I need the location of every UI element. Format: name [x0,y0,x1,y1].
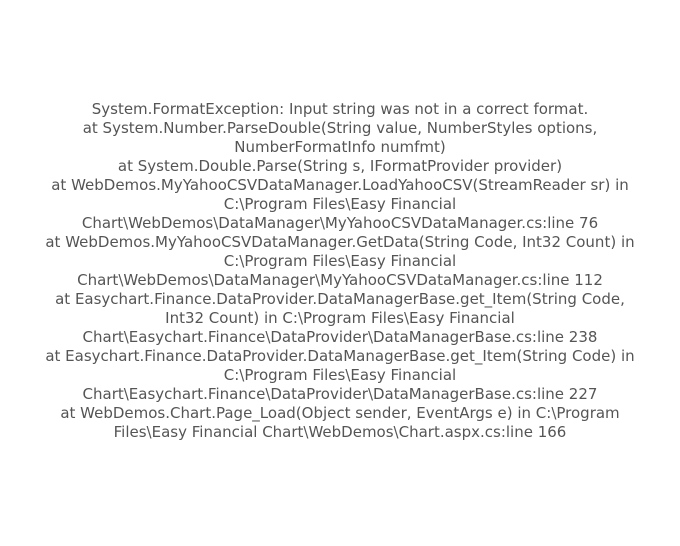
stacktrace-line: Chart\Easychart.Finance\DataProvider\DataManagerBase.cs:line 227 [82,385,598,403]
stacktrace-line: Chart\WebDemos\DataManager\MyYahooCSVDataManager.cs:line 112 [77,271,603,289]
stacktrace-line: C:\Program Files\Easy Financial [223,366,457,384]
stacktrace-line: NumberFormatInfo numfmt) [234,138,446,156]
stacktrace-line: at System.Number.ParseDouble(String value, NumberStyles options, [82,119,598,137]
stacktrace-line: C:\Program Files\Easy Financial [223,195,457,213]
stacktrace-line: C:\Program Files\Easy Financial [223,252,457,270]
stacktrace-line: Chart\Easychart.Finance\DataProvider\DataManagerBase.cs:line 238 [82,328,598,346]
stacktrace-line: Files\Easy Financial Chart\WebDemos\Chart.aspx.cs:line 166 [113,423,567,441]
exception-message-line: System.FormatException: Input string was not in a correct format. [91,100,589,118]
stacktrace-line: at Easychart.Finance.DataProvider.DataManagerBase.get_Item(String Code) in [45,347,635,365]
stacktrace-line: at Easychart.Finance.DataProvider.DataManagerBase.get_Item(String Code, [55,290,625,308]
stacktrace-line: Chart\WebDemos\DataManager\MyYahooCSVDataManager.cs:line 76 [81,214,599,232]
stacktrace-line: at WebDemos.MyYahooCSVDataManager.GetData(String Code, Int32 Count) in [45,233,635,251]
stacktrace-line: Int32 Count) in C:\Program Files\Easy Financial [165,309,515,327]
stacktrace-line: at System.Double.Parse(String s, IFormatProvider provider) [117,157,563,175]
stacktrace-line: at WebDemos.MyYahooCSVDataManager.LoadYahooCSV(StreamReader sr) in [51,176,629,194]
error-stacktrace [0,100,680,442]
stacktrace-line: at WebDemos.Chart.Page_Load(Object sender, EventArgs e) in C:\Program [60,404,620,422]
